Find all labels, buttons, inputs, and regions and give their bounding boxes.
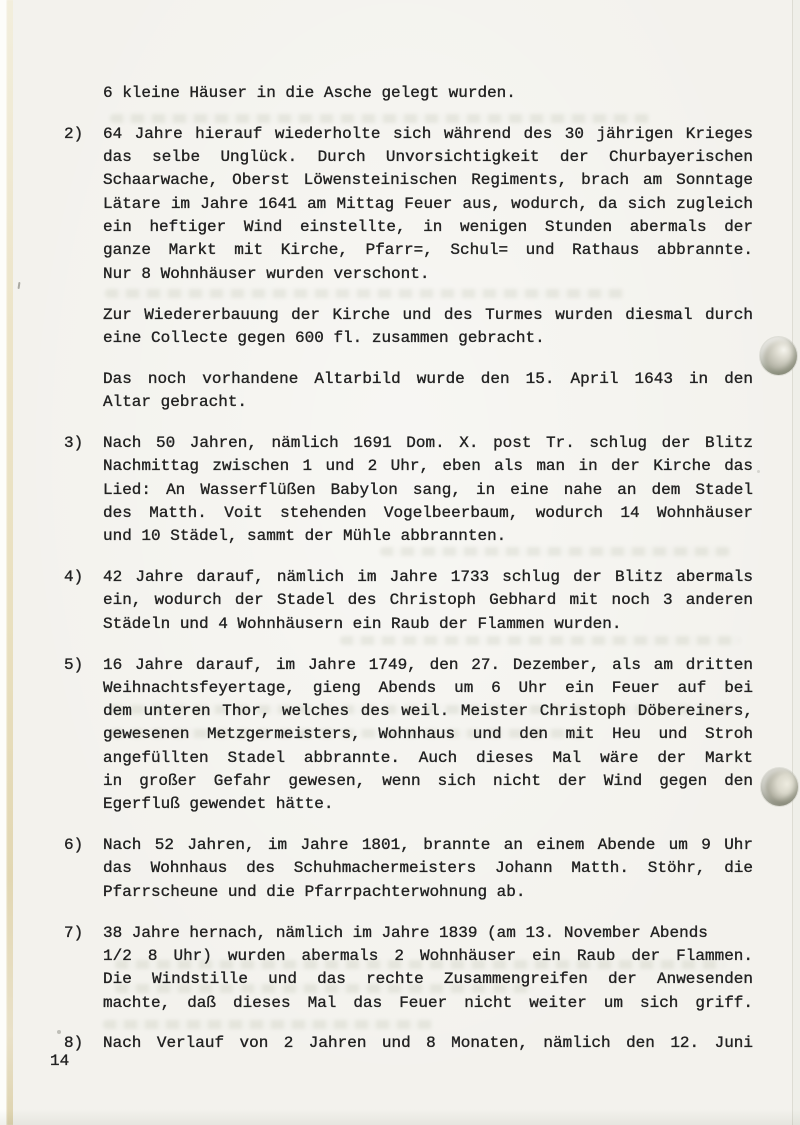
text-line: 42 Jahre darauf, nämlich im Jahre 1733 schlug der Blitz abermals: [103, 568, 753, 587]
text-line: Die Windstille und das rechte Zusammengreifen der Anwesenden: [103, 970, 753, 989]
list-item-marker: [64, 82, 103, 105]
list-item-marker: 4): [64, 568, 84, 587]
paragraph: [64, 368, 753, 415]
text-line: Nachmittag zwischen 1 und 2 Uhr, eben als man in der Kirche das: [103, 457, 753, 476]
text-line: 16 Jahre darauf, im Jahre 1749, den 27. Dezember, als am dritten: [103, 655, 753, 674]
text-line: Egerfluß gewendet hätte.: [103, 795, 334, 814]
list-item-marker: [64, 304, 103, 351]
paragraph-body: [103, 304, 753, 351]
text-line: dem unteren Thor, welches des weil. Meister Christoph Döbereiners,: [103, 702, 753, 721]
paragraph: [64, 82, 753, 105]
list-item-marker: 3): [64, 433, 84, 452]
text-line: Weihnachtsfeyertage, gieng Abends um 6 Uhr ein Feuer auf bei: [103, 678, 753, 697]
text-line: das Wohnhaus des Schuhmachermeisters Johann Matth. Stöhr, die: [103, 859, 753, 878]
paragraph: [64, 304, 753, 351]
list-item-marker: 5): [64, 655, 84, 674]
scan-speck-artifact: [57, 1030, 61, 1034]
paragraph: [64, 123, 753, 286]
text-line: machte, daß dieses Mal das Feuer nicht weiter um sich griff.: [103, 993, 753, 1012]
text-line: Städeln und 4 Wohnhäusern ein Raub der Flammen wurden.: [103, 614, 622, 633]
text-line: 1/2 8 Uhr) wurden abermals 2 Wohnhäuser ein Raub der Flammen.: [103, 946, 753, 965]
text-line: und 10 Städel, sammt der Mühle abbrannten.: [103, 527, 507, 546]
page-number: 14: [50, 1052, 70, 1070]
text-line: Nach Verlauf von 2 Jahren und 8 Monaten, nämlich den 12. Juni: [103, 1034, 753, 1053]
paragraph: [64, 922, 753, 1015]
paragraph-body: [103, 566, 753, 636]
text-line: ganze Markt mit Kirche, Pfarr=, Schul= und Rathaus abbrannte.: [103, 241, 753, 260]
list-item-marker: 6): [64, 836, 84, 855]
paragraph-body: [103, 1032, 753, 1055]
text-line: ein, wodurch der Stadel des Christoph Gebhard mit noch 3 anderen: [103, 591, 753, 610]
text-line: in großer Gefahr gewesen, wenn sich nicht der Wind gegen den: [103, 771, 753, 790]
text-line: ein heftiger Wind einstellte, in wenigen Stunden abermals der: [103, 218, 753, 237]
punch-hole-bottom: [761, 768, 798, 806]
text-line: Altar gebracht.: [103, 393, 248, 412]
text-line: Das noch vorhandene Altarbild wurde den 15. April 1643 in den: [103, 369, 753, 388]
page-bottom-shadow: [0, 1109, 800, 1125]
punch-hole-top: [760, 337, 797, 375]
paragraph-body: [103, 432, 753, 548]
scan-speck-artifact: [18, 282, 21, 289]
paragraph-body: [103, 82, 753, 105]
text-line: des Matth. Voit stehenden Vogelbeerbaum, wodurch 14 Wohnhäuser: [103, 503, 753, 522]
text-line: Nach 52 Jahren, im Jahre 1801, brannte an einem Abende um 9 Uhr: [103, 836, 753, 855]
text-line: 38 Jahre hernach, nämlich im Jahre 1839 (am 13. November Abends: [103, 923, 708, 942]
text-line: 6 kleine Häuser in die Asche gelegt wurden.: [103, 84, 516, 102]
list-item-marker: [64, 368, 103, 415]
paragraph: [64, 566, 753, 636]
paragraph-body: [103, 123, 753, 286]
document-blocks: [64, 82, 753, 1056]
paragraph: [64, 654, 753, 817]
text-line: angefüllten Stadel abbrannte. Auch dieses Mal wäre der Markt: [103, 748, 753, 767]
text-line: Pfarrscheune und die Pfarrpachterwohnung ab.: [103, 882, 526, 901]
paragraph: [64, 432, 753, 548]
text-line: eine Collecte gegen 600 fl. zusammen gebracht.: [103, 328, 545, 347]
list-item-marker: 8): [64, 1034, 84, 1053]
text-line: das selbe Unglück. Durch Unvorsichtigkeit der Churbayerischen: [103, 148, 753, 167]
paragraph-body: [103, 368, 753, 415]
binding-crease-line: [6, 0, 13, 1125]
text-line: 64 Jahre hierauf wiederholte sich während des 30 jährigen Krieges: [103, 124, 753, 143]
text-line: gewesenen Metzgermeisters, Wohnhaus und den mit Heu und Stroh: [103, 725, 753, 744]
text-line: Nach 50 Jahren, nämlich 1691 Dom. X. post Tr. schlug der Blitz: [103, 433, 753, 452]
text-line: Schaarwache, Oberst Löwensteinischen Regiments, brach am Sonntage: [103, 171, 753, 190]
paragraph: [64, 1032, 753, 1055]
list-item-marker: 2): [64, 124, 84, 143]
paragraph: [64, 834, 753, 904]
text-line: Lied: An Wasserflüßen Babylon sang, in eine nahe an dem Stadel: [103, 480, 753, 499]
paragraph-body: [103, 922, 753, 1015]
scan-speck-artifact: [757, 470, 760, 473]
list-item-marker: 7): [64, 923, 84, 942]
paragraph-body: [103, 834, 753, 904]
page-right-edge: [792, 0, 800, 1125]
paragraph-body: [103, 654, 753, 817]
text-line: Zur Wiedererbauung der Kirche und des Turmes wurden diesmal durch: [103, 305, 753, 324]
text-line: Nur 8 Wohnhäuser wurden verschont.: [103, 264, 430, 283]
text-line: Lätare im Jahre 1641 am Mittag Feuer aus, wodurch, da sich zugleich: [103, 194, 753, 213]
